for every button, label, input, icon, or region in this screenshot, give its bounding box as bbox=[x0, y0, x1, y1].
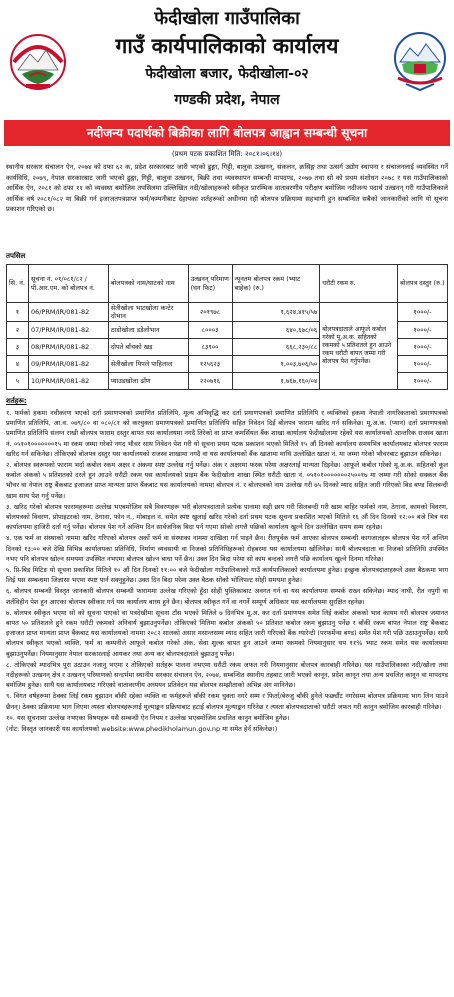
term-item: ४. एक फर्म वा संस्थाको नाममा खरिद गरिएको बोलपत्र अर्को फर्म वा संस्थाका नाममा दाखिला गर्न पाइने छैन। रीतपूर्वक फर्म आएका बोलपत्र सम्बन्धी कागजातहरू बोलपत्र पेश गर्ने अन्तिम दिनको १३:०० बजे देखि विभिन्न कार्यालयका प्रतिनिधि, निर्माण व्यवसायी वा निजको प्रतिनिधिहरूको रोहबरमा यस कार्यालयमा खोलिनेछ। साथै बोलपत्रदाता वा निजको प्रतिनिधि उपस्थित नभए पनि बोलपत्र खोल्न समयमा उपस्थित नभएमा बोलपत्र खोल्न बाधा पर्ने छैन। उक्त दिन बिदा परेमा सो काम बन्दको लगत्तै पछि कार्यालय खुल्ने दिनमा गरिनेछ। bbox=[6, 534, 448, 563]
row-serial: २ bbox=[7, 322, 29, 339]
term-item: १०. यस सूचनामा उल्लेख नभएका विषयहरू यसै सम्बन्धी ऐन नियम र उल्लेख भएबमोजिम प्रचलित कानुन बमोजिम हुनेछ। bbox=[6, 713, 290, 722]
row-serial: ३ bbox=[7, 339, 29, 356]
row-quantity: ८०००३ bbox=[188, 322, 232, 339]
term-item: ३. खरिद गरेको बोलपत्र फारामहरूमा उल्लेख भएबमोजिम सबै विवरणहरू भरी बोलपत्रदाताले प्रत्येक पानामा सही छाप गरी सिलबन्दी गरी खाम बाहिर फर्मको नाम, ठेगाना, कामको विवरण, बोलपत्रको विवरण, प्रोपाइटरको नाम, ठेगाना, फोन नं., मोबाइल नं. समेत स्पष्ट खुलाई खरिद गरेको दर्ता प्रथम पटक सूचना प्रकाशित भएको मितिले १६ औं दिन दिनको १२:०० बजे भित्र यस कार्यालयमा हाजिरी दर्ता गर्नु पर्नेछ। बोलपत्र पेश गर्ने अन्तिम दिन सार्वजनिक बिदा पर्न गएमा सोको लगत्तै पछिको कार्यालय खुल्ने दिन उल्लेखित समय सम्म रहनेछ। bbox=[6, 502, 448, 532]
header-quantity: उत्खनन् परिमाण (घन फिट) bbox=[188, 265, 232, 303]
row-notice-number: 06/PRM/IR/081-82 bbox=[28, 303, 108, 322]
term-item: ७. बोलपत्र स्वीकृत भएमा सो को सूचना पाएको वा पत्रदेखीमा सूचना टाँस भएको मितिले ७ दिनभित्र मू.अ. कर दर्ता प्रमाणपत्र समेत लिई कबोल अंकको भाव कायम गरी बोलपत्र जमानत बापत ५० प्रतिशतले हुने रकम धरौटी रकमको अनिवार्य बुझाउनुपर्नेछ। तोकिएको मितिमा कबोल अंकको ५० प्रतिशत कबोल रकम बुझाउनु पर्नेछ र बाँकी रकम बापत नेपाल राष्ट्र बैंकबाट इजाजत प्राप्त मान्यता प्राप्त बैंकबाट यस कार्यालयको नाममा २०८२ सालको असार मसान्तसम्म म्याद सहित जारी गरिएको बैंक ग्यारेन्टी (परफर्मेन्स बण्ड) समेत पेश गरी पछि उठाउनुपर्नेछ। साथै बोलपत्र स्वीकृत भएको व्यक्ति, फर्म वा कम्पनीले आफूले कबोल गरेको अंक, सेवा शुल्क बापत हुन आउने जम्मा रकमको नियमानुसार थप ११% भ्याट रकम समेत यस कार्यालयमा बुझाउनुपर्नेछ। नियमानुसार नेपाल सरकारलाई आयकर तथा अन्य कर बोलपत्रदाताले बुझाउनु पर्नेछ। bbox=[6, 608, 448, 658]
bid-lots-table bbox=[6, 264, 448, 390]
letterhead bbox=[0, 0, 454, 120]
row-serial: ५ bbox=[7, 373, 29, 390]
term-item: ८. तोकिएको म्यादभित्र पुरा उठाउन नजानु भएमा र तोकिएको सर्तहरू पालना नभएमा धरौटी रकम जफत गरी नियमानुसार बोलपत्र कारबाही गरिनेछ। यस गाउँपालिकाका नदी/खोला तथा नदीहरूको उत्खनन् क्षेत्र र उत्खनन् परिमाणको सन्दर्भमा स्थानीय सरकार संचालन ऐन, २०७४, सम्बन्धित स्थानीय तहबाट जारी भएको कानून, प्रदेश कानून तथा अन्य प्रचलित कानून वा मापदण्ड बमोजिम हुनेछ। साथै यस कार्यालयबाट गरिएको वातावरणीय अध्ययन प्रतिवेदन यस बोलपत्र सम्झौताको अभिन्न अंग मानिनेछ। bbox=[6, 660, 448, 690]
office-name: गाउँ कार्यपालिकाको कार्यालय bbox=[115, 34, 339, 58]
row-bid-fee: १०००/- bbox=[398, 373, 448, 390]
row-lot-name: सेतीखोला पिपले पाहिलाल bbox=[108, 356, 188, 373]
row-lot-name: ठाडोखोला डडेलोभान bbox=[108, 322, 188, 339]
row-bid-fee: १०००/- bbox=[398, 339, 448, 356]
row-lot-name: दोपते बाँचको खड bbox=[108, 339, 188, 356]
row-serial: ४ bbox=[7, 356, 29, 373]
municipality-logo-icon bbox=[392, 28, 448, 94]
term-item: ५. प्रि-बिड मिटिङ यो सूचना प्रकाशित मितिले १० औं दिन दिनको ११:०० बजे फेदीखोला गाउँपालिकाको गाउँ कार्यपालिकाको कार्यालयमा हुनेछ। इच्छुक बोलपत्रदाताहरूले उक्त बैठकमा भाग लिई यस सम्बन्धमा जिज्ञासा भएमा स्पष्ट पार्न सक्नुहुनेछ। उक्त दिन बिदा परेमा उक्त बैठक सोको भोलिपल्ट सोही समयमा हुनेछ। bbox=[6, 566, 448, 585]
row-notice-number: 09/PRM/IR/081-82 bbox=[28, 356, 108, 373]
header-deposit: धरौटी रकम रु. bbox=[320, 265, 398, 303]
office-address: फेदीखोला बजार, फेदीखोला-०२ bbox=[145, 66, 309, 82]
row-quantity: २०१९७८ bbox=[188, 303, 232, 322]
website-note: (नोट: विस्तृत जानकारी यस कार्यालयको website:www.phedikholamun.gov.np मा समेत हेर्न सकिनेछ।) bbox=[6, 725, 278, 734]
term-item: १. फर्मको हकमा नवीकरण भएको दर्ता प्रमाणपत्रको प्रमाणित प्रतिलिपि, मूल्य अभिवृद्धि कर दर्ता प्रमाणपत्रको प्रमाणित प्रतिलिपि र व्यक्तिको हकमा नेपाली नागरिकताको प्रमाणपत्रको प्रमाणित प्रतिलिपि, आ.व. ०७९/८० वा ०८०/८१ को करचुक्ता प्रमाणपत्रको प्रमाणित प्रतिलिपि सहित निवेदन दिई बोलपत्र फाराम खरिद गर्न सकिनेछ। मू.अ.क. (प्यान) दर्ता प्रमाणपत्रको प्रमाणित प्रतिलिपि संलग्न राखी बोलपत्र फाराम दस्तुर बापत यस कार्यालयमा नगदै तिरेको वा प्राप्त कमर्सियल बैंक शाखा कार्यालय फेदीखोलामा रहेको यस कार्यालयको आन्तरिक राजस्व खाता नं. ०५१०१०००००००१५ मा रकम जम्मा गरेको नगद भौचर साथ निवेदन पेश गरी यो सूचना प्रथम पटक प्रकाशन भएको मितिले १५ औं दिनको कार्यालय समयभित्र कार्यालयबाट बोलपत्र फाराम खरिद गर्न सकिनेछ। तोकिएको बोलपत्र दस्तुर यस कार्यालयको राजस्व शाखामा नगदै वा यस कार्यालयको बैंक खातामा माथि उल्लेखित खाता नं. मा जम्मा गरेको भौचरबाट बुझाउन सकिनेछ। bbox=[6, 409, 448, 458]
term-item: २. बोलपत्र स्वरूपको फाराम भर्दा कबोल रकम अक्षर र अंकमा स्पष्ट उल्लेख गर्नु पर्नेछ। अंक र अक्षरमा फरक परेमा अक्षरलाई मान्यता दिइनेछ। आफूले कबोल गरेको मू.अ.क. सहितको कूल कबोल अंकको ५ प्रतिशतको दरले हुन आउने धरौटी रकम यस कार्यालयको प्राइम बैंक फेदीखोला शाखा स्थित धरौटी खाता नं. ०५१०१०००००००२५००१७ मा जम्मा गरी सोको सक्कल बैंक भौचर वा नेपाल राष्ट्र बैंकबाट इजाजत प्राप्त मान्यता प्राप्त बैंकबाट यस कार्यालयको नाममा बोलपत्र नं. र बोलपत्रको नाम उल्लेख गरी ७५ दिनको म्याद सहित जारी गरिएको बिड बण्ड सिलबन्दी खाम साथ पेश गर्नु पर्नेछ। bbox=[6, 461, 448, 500]
deposit-note-cell: बोलपत्रदाताले आफूले कबोल गरेको मू.अ.क. सहितको रकमको ५ प्रतिशतले हुन आउने रकम धरौटी बापत जम्मा गरी बोलपत्र पेश गर्नुपर्नेछ। bbox=[320, 303, 398, 390]
row-minimum-bid: १,७६७,१६०/०४ bbox=[232, 373, 320, 390]
term-item: ९. विगत वर्षहरूमा ठेक्का लिई रकम बुझाउन बाँकी रहेका व्यक्ति वा फर्महरूले बाँकी रकम चुक्ता नगरे सम्म र फिर्ता/बेरुजु बाँकी हुनेले फर्छ्यौट नगरेसम्म बोलपत्र प्रक्रियामा भाग लिन पाउने छैनन्। ठेक्का प्रक्रियामा भाग लिएमा त्यस्ता बोलपत्रहरूलाई मूल्याङ्कन प्रक्रियाबाट हटाई बोलपत्र मूल्याङ्कन गरिनेछ र त्यस्ता बोलपत्रदाताको धरौटी जफत गरी कानुन बमोजिम कारबाही गरिनेछ। bbox=[6, 692, 448, 711]
row-notice-number: 08/PRM/IR/081-82 bbox=[28, 339, 108, 356]
header-notice-number: सूचना नं. ०१/०८१/८२ /पी.आर.एम. को बोलपत्र नं. bbox=[28, 265, 108, 303]
header-lot-name: बोलपत्रको नाम/घाटको नाम bbox=[108, 265, 188, 303]
nepal-government-emblem-icon bbox=[8, 30, 68, 92]
notice-title-banner: नदीजन्य पदार्थको बिक्रीका लागि बोलपत्र आह्वान सम्बन्धी सूचना bbox=[4, 120, 450, 146]
row-quantity: ८३९०० bbox=[188, 339, 232, 356]
row-notice-number: 10/PRM/IR/081-82 bbox=[28, 373, 108, 390]
row-quantity: २२०७१६ bbox=[188, 373, 232, 390]
publication-date: (प्रथम पटक प्रकाशित मिति: २०८१।०६।१४) bbox=[171, 150, 283, 158]
province-country: गण्डकी प्रदेश, नेपाल bbox=[174, 92, 280, 108]
header-bid-fee: बोलपत्र दस्तुर (रु.) bbox=[398, 265, 448, 303]
terms-list bbox=[6, 408, 448, 735]
header-minimum-bid: न्यूनतम बोलपत्र रकम (भ्याट बाहेक) (रु.) bbox=[232, 265, 320, 303]
row-minimum-bid: ६४०,६७८/०६ bbox=[232, 322, 320, 339]
row-bid-fee: १०००/- bbox=[398, 303, 448, 322]
intro-paragraph: स्थानीय सरकार संचालन ऐन, २०७४ को दफा ६२ क, प्रदेश सरकारबाट जारी भएको ढुङ्गा, गिट्टी, बालुवा उत्खनन्, संकलन, क्रसिङ्ग तथा उत्सर्ग उद्योग स्थापना र संचालनलाई व्यवस्थित गर्ने कार्यविधि, २०७९, नेपाल सरकारबाट जारी भएको ढुङ्गा, गिट्टी, बालुवा उत्खनन, बिक्री तथा व्यवस्थापन सम्बन्धी मापदण्ड, २०७७ तथा सो को प्रथम संशोधन २०७८ र यस गाउँपालिकाको आर्थिक ऐन, २०८१ को दफा ११ को व्यवस्था बमोजिम तपसिलमा उल्लिखित नदी/खोलाहरूको स्वीकृत प्रारम्भिक वातावरणीय परीक्षण बमोजिम नदीजन्य पदार्थ उत्खनन् गरी गाउँपालिकाले आर्थिक वर्ष २०८१/०८२ मा बिक्री गर्न इजाजतपत्रप्राप्त फर्म/कम्पनीबाट देहायका शर्तहरूको अधीनमा रही बोलपत्र प्रक्रियामा सहभागी हुन सम्बन्धित सबैको जानकारीको लागि यो सूचना प्रकाशन गरिएको छ। bbox=[6, 163, 448, 214]
header-serial: सि. नं. bbox=[7, 265, 29, 303]
row-minimum-bid: ६६८,२३०/८८ bbox=[232, 339, 320, 356]
row-bid-fee: १०००/- bbox=[398, 356, 448, 373]
table-row bbox=[7, 303, 448, 322]
row-lot-name: प्याउडखोला ढाँण bbox=[108, 373, 188, 390]
row-notice-number: 07/PRM/IR/081-82 bbox=[28, 322, 108, 339]
row-minimum-bid: १,६२४,४१५/५७ bbox=[232, 303, 320, 322]
terms-heading: शर्तहरू: bbox=[6, 397, 27, 405]
row-bid-fee: १०००/- bbox=[398, 322, 448, 339]
table-header-row bbox=[7, 265, 448, 303]
municipality-name: फेदीखोला गाउँपालिका bbox=[154, 8, 300, 29]
row-lot-name: सेतीखोला भाटखोला कन्टेर दोभान bbox=[108, 303, 188, 322]
details-heading: तपसिल bbox=[6, 252, 26, 260]
term-item: ६. बोलपत्र सम्बन्धी विस्तृत जानकारी बोलपत्र सम्बन्धी फाराममा उल्लेख गरिएको हुँदा सोही पुस्तिकाबाट अवगत गर्न वा यस कार्यालयमा सम्पर्क राख्न सकिनेछ। म्याद नाघी, रीत नपुगी वा शर्तविहीन पेश हुन आएका बोलपत्र स्वीकार गर्न यस कार्यालय बाध्य हुने छैन। बोलपत्र स्वीकृत गर्ने वा नगर्ने सम्पूर्ण अधिकार यस कार्यालयमा सुरक्षित रहनेछ। bbox=[6, 587, 448, 606]
row-minimum-bid: १,००३,७०६/५० bbox=[232, 356, 320, 373]
row-serial: १ bbox=[7, 303, 29, 322]
row-quantity: १२५६२३ bbox=[188, 356, 232, 373]
